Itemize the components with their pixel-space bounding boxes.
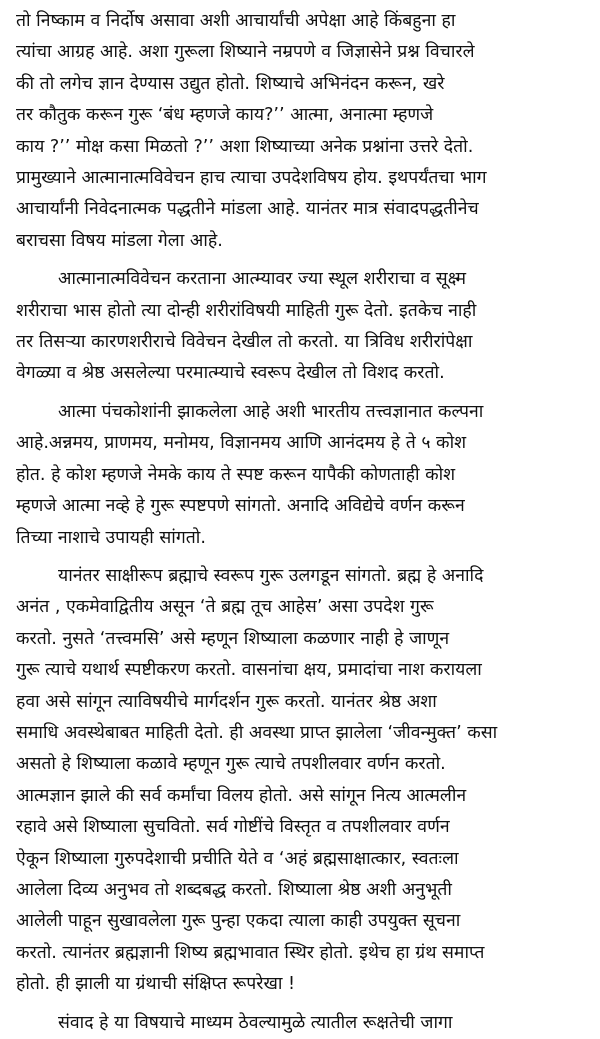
text-line: करतो. त्यानंतर ब्रह्मज्ञानी शिष्य ब्रह्मभावात स्थिर होतो. इथेच हा ग्रंथ समाप्त: [16, 942, 485, 963]
text-line: तर कौतुक करून गुरू ‘बंध म्हणजे काय?’’ आत्मा, अनात्मा म्हणजे: [16, 105, 434, 126]
paragraph-continuation: [16, 6, 588, 257]
text-line: आत्मानात्मविवेचन करताना आत्म्यावर ज्या स्थूल शरीराचा व सूक्ष्म: [58, 269, 467, 290]
text-line: यानंतर साक्षीरूप ब्रह्माचे स्वरूप गुरू उलगडून सांगतो. ब्रह्म हे अनादि: [58, 565, 484, 586]
text-line: काय ?’’ मोक्ष कसा मिळतो ?’’ अशा शिष्याच्या अनेक प्रश्नांना उत्तरे देतो.: [16, 136, 474, 157]
text-line: बराचसा विषय मांडला गेला आहे.: [16, 230, 223, 251]
text-line: आत्मज्ञान झाले की सर्व कर्मांचा विलय होतो. असे सांगून नित्य आत्मलीन: [16, 785, 467, 806]
text-line: अनंत , एकमेवाद्वितीय असून ‘ते ब्रह्म तूच आहेस’ असा उपदेश गुरू: [16, 597, 434, 618]
text-line: तर तिसऱ्या कारणशरीराचे विवेचन देखील तो करतो. या त्रिविध शरीरांपेक्षा: [16, 332, 473, 353]
text-line: करतो. नुसते ‘तत्त्वमसि’ असे म्हणून शिष्याला कळणार नाही हे जाणून: [16, 628, 450, 649]
paragraph-body-types: [16, 264, 588, 390]
text-line: गुरू त्याचे यथार्थ स्पष्टीकरण करतो. वासनांचा क्षय, प्रमादांचा नाश करायला: [16, 660, 482, 681]
text-line: रहावे असे शिष्याला सुचवितो. सर्व गोष्टींचे विस्तृत व तपशीलवार वर्णन: [16, 817, 450, 838]
text-line: शरीराचा भास होतो त्या दोन्ही शरीरांविषयी माहिती गुरू देतो. इतकेच नाही: [16, 300, 477, 321]
text-line: आलेली पाहून सुखावलेला गुरू पुन्हा एकदा त्याला काही उपयुक्त सूचना: [16, 911, 461, 932]
text-line: होत. हे कोश म्हणजे नेमके काय ते स्पष्ट करून यापैकी कोणताही कोश: [16, 464, 456, 485]
text-line: तो निष्काम व निर्दोष असावा अशी आचार्यांची अपेक्षा आहे किंबहुना हा: [16, 11, 456, 31]
text-line: ऐकून शिष्याला गुरुपदेशाची प्रचीति येते व ‘अहं ब्रह्मसाक्षात्कार, स्वतःला: [16, 848, 459, 869]
text-line: आलेला दिव्य अनुभव तो शब्दबद्ध करतो. शिष्याला श्रेष्ठ अशी अनुभूती: [16, 879, 452, 900]
text-line: वेगळ्या व श्रेष्ठ असलेल्या परमात्म्याचे स्वरूप देखील तो विशद करतो.: [16, 363, 445, 384]
paragraph-dialogue: [16, 1008, 588, 1039]
text-line: संवाद हे या विषयाचे माध्यम ठेवल्यामुळे त्यातील रूक्षतेची जागा: [58, 1012, 453, 1033]
text-line: हवा असे सांगून त्याविषयीचे मार्गदर्शन गुरू करतो. यानंतर श्रेष्ठ अशा: [16, 691, 437, 712]
text-line: आत्मा पंचकोशांनी झाकलेला आहे अशी भारतीय तत्त्वज्ञानात कल्पना: [58, 401, 484, 422]
text-line: होतो. ही झाली या ग्रंथाची संक्षिप्त रूपरेखा !: [16, 974, 296, 995]
text-line: की तो लगेच ज्ञान देण्यास उद्युत होतो. शिष्याचे अभिनंदन करून, खरे: [16, 73, 445, 94]
paragraph-five-sheaths: [16, 397, 588, 554]
text-line: असतो हे शिष्याला कळावे म्हणून गुरू त्याचे तपशीलवार वर्णन करतो.: [16, 754, 446, 775]
text-line: आचार्यांनी निवेदनात्मक पद्धतीने मांडला आहे. यानंतर मात्र संवादपद्धतीनेच: [16, 199, 479, 220]
text-line: तिच्या नाशाचे उपायही सांगतो.: [16, 527, 206, 548]
text-line: म्हणजे आत्मा नव्हे हे गुरू स्पष्टपणे सांगतो. अनादि अविद्येचे वर्णन करून: [16, 496, 465, 517]
paragraph-brahman: [16, 561, 588, 1001]
text-line: आहे.अन्नमय, प्राणमय, मनोमय, विज्ञानमय आणि आनंदमय हे ते ५ कोश: [16, 433, 467, 454]
text-line: त्यांचा आग्रह आहे. अशा गुरूला शिष्याने नम्रपणे व जिज्ञासेने प्रश्न विचारले: [16, 42, 475, 63]
text-line: प्रामुख्याने आत्मानात्मविवेचन हाच त्याचा उपदेशविषय होय. इथपर्यंतचा भाग: [16, 168, 487, 189]
text-line: समाधि अवस्थेबाबत माहिती देतो. ही अवस्था प्राप्त झालेला ‘जीवन्मुक्त’ कसा: [16, 722, 498, 743]
